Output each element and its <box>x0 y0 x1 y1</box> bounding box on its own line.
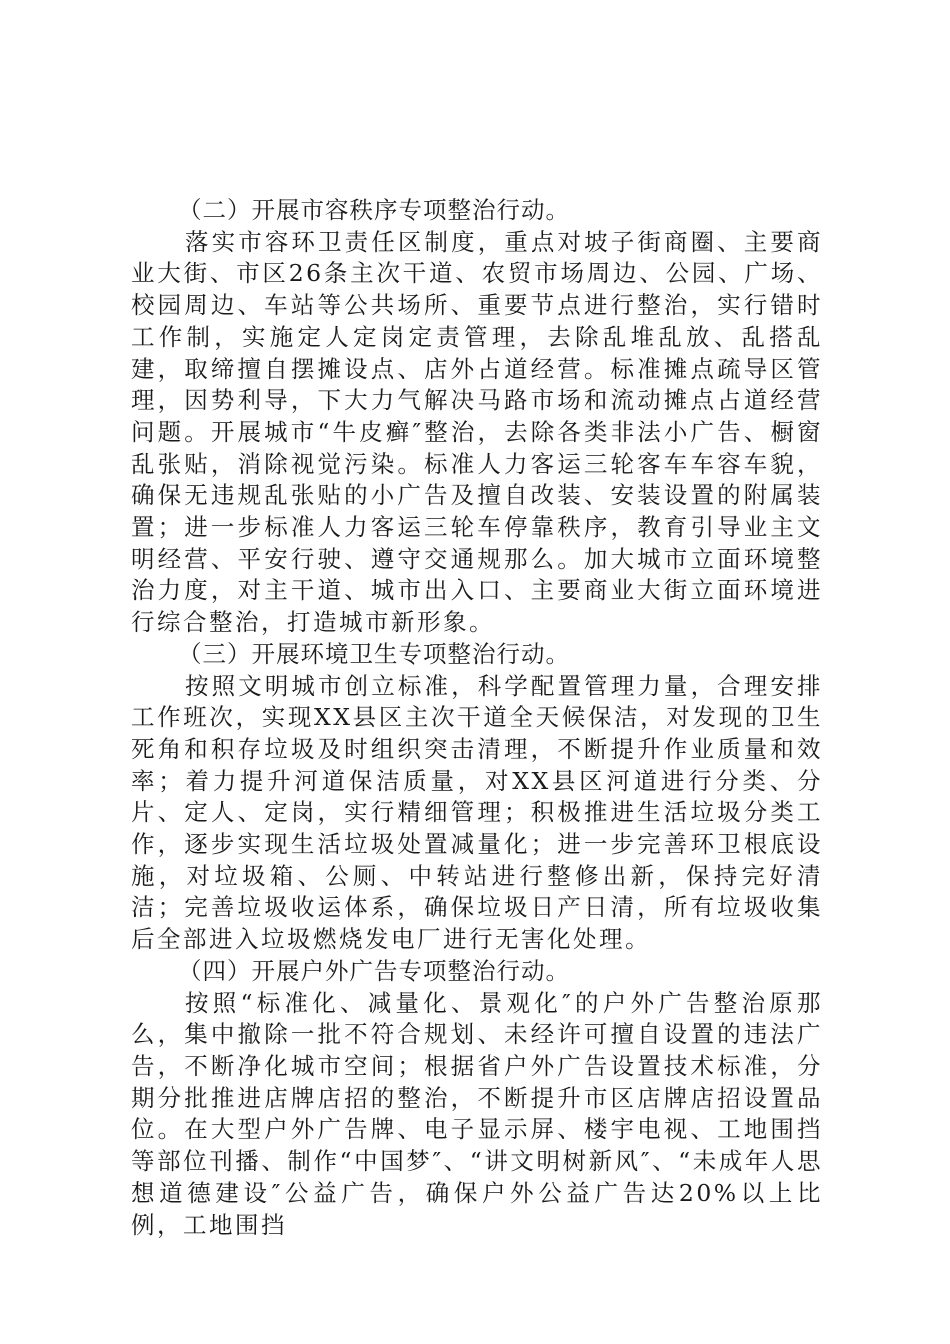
section-body-4: 按照“标准化、减量化、景观化″的户外广告整治原那么，集中撤除一批不符合规划、未经许可擅自设置的违法广告，不断净化城市空间；根据省户外广告设置技术标准，分期分批推进店牌店招的整治，不断提升市区店牌店招设置品位。在大型户外广告牌、电子显示屏、楼宇电视、工地围挡等部位刊播、制作“中国梦″、“讲文明树新风″、“未成年人思想道德建设″公益广告，确保户外公益广告达20%以上比例，工地围挡 <box>131 988 823 1239</box>
section-heading-2: （二）开展市容秩序专项整治行动。 <box>178 196 570 224</box>
document-page <box>131 195 823 1241</box>
section-heading-3: （三）开展环境卫生专项整治行动。 <box>178 639 570 668</box>
section-body-2: 落实市容环卫责任区制度，重点对坡子街商圈、主要商业大街、市区26条主次干道、农贸市场周边、公园、广场、校园周边、车站等公共场所、重要节点进行整治，实行错时工作制，实施定人定岗定责管理，去除乱堆乱放、乱搭乱建，取缔擅自摆摊设点、店外占道经营。标准摊点疏导区管理，因势利导，下大力气解决马路市场和流动摊点占道经营问题。开展城市“牛皮癣″整治，去除各类非法小广告、橱窗乱张贴，消除视觉污染。标准人力客运三轮客车车容车貌，确保无违规乱张贴的小广告及擅自改装、安装设置的附属装置；进一步标准人力客运三轮车停靠秩序，教育引导业主文明经营、平安行驶、遵守交通规那么。加大城市立面环境整治力度，对主干道、城市出入口、主要商业大街立面环境进行综合整治，打造城市新形象。 <box>131 227 823 637</box>
section-heading-4: （四）开展户外广告专项整治行动。 <box>178 956 570 985</box>
section-body-3: 按照文明城市创立标准，科学配置管理力量，合理安排工作班次，实现XX县区主次干道全天候保洁，对发现的卫生死角和积存垃圾及时组织突击清理，不断提升作业质量和效率；着力提升河道保洁质量，对XX县区河道进行分类、分片、定人、定岗，实行精细管理；积极推进生活垃圾分类工作，逐步实现生活垃圾处置减量化；进一步完善环卫根底设施，对垃圾箱、公厕、中转站进行整修出新，保持完好清洁；完善垃圾收运体系，确保垃圾日产日清，所有垃圾收集后全部进入垃圾燃烧发电厂进行无害化处理。 <box>131 671 823 954</box>
